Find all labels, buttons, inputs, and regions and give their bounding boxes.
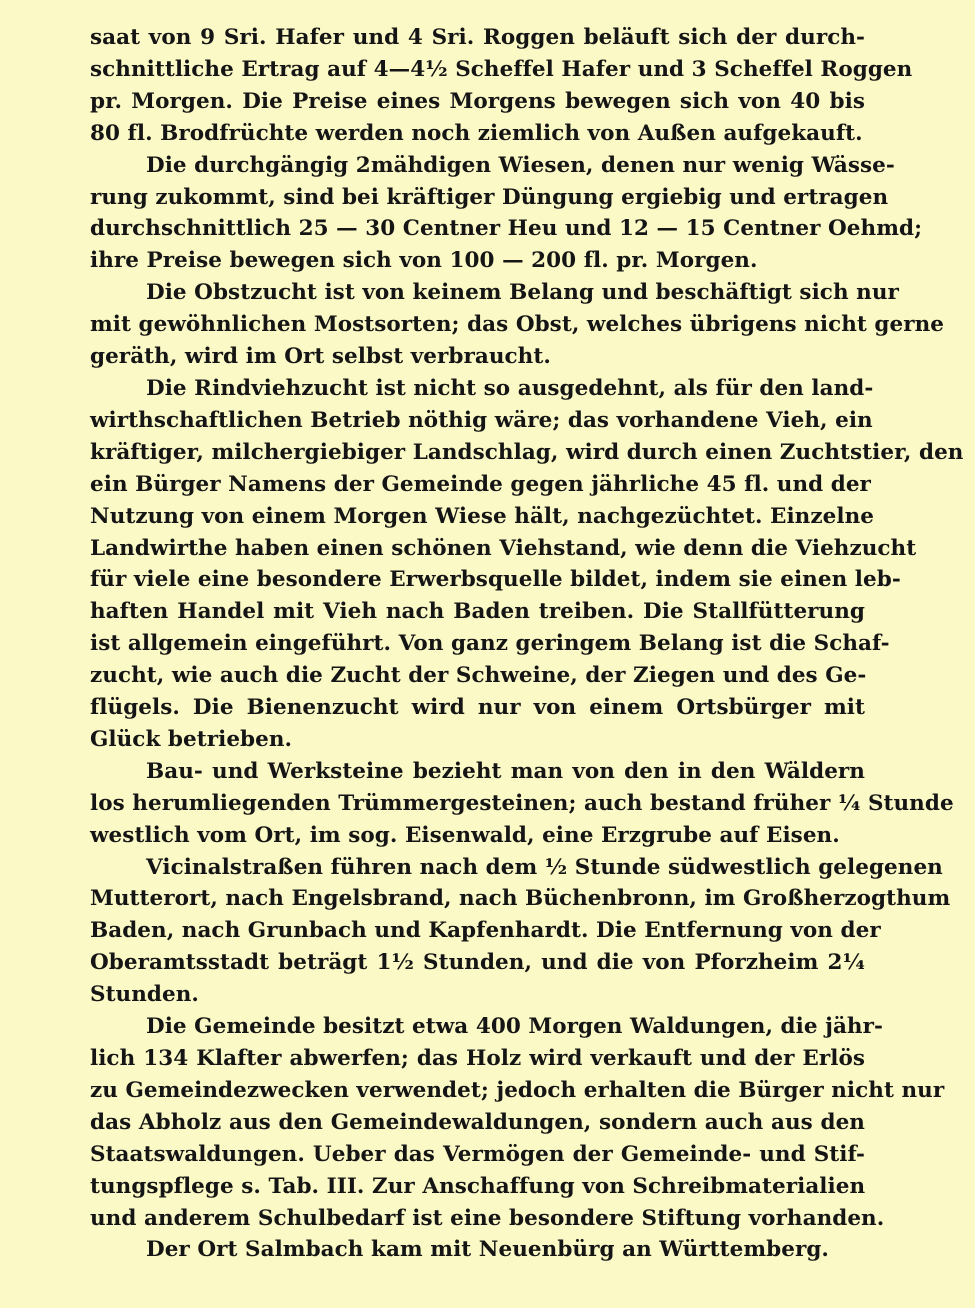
text-line: lich 134 Klafter abwerfen; das Holz wird verkauft und der Erlös bbox=[90, 1046, 865, 1071]
text-line: Nutzung von einem Morgen Wiese hält, nachgezüchtet. Einzelne bbox=[90, 503, 874, 529]
text-line: ihre Preise bewegen sich von 100 — 200 fl. pr. Morgen. bbox=[90, 248, 758, 274]
text-line: los herumliegenden Trümmergesteinen; auch bestand früher ¼ Stunde bbox=[90, 790, 954, 816]
text-line: zucht, wie auch die Zucht der Schweine, der Ziegen und des Ge- bbox=[90, 663, 867, 689]
text-line: westlich vom Ort, im sog. Eisenwald, eine Erzgrube auf Eisen. bbox=[90, 822, 840, 848]
text-line: Landwirthe haben einen schönen Viehstand, wie denn die Viehzucht bbox=[90, 535, 917, 561]
paragraph bbox=[90, 373, 964, 756]
text-line: schnittliche Ertrag auf 4—4½ Scheffel Hafer und 3 Scheffel Roggen bbox=[90, 56, 913, 82]
paragraph bbox=[90, 1234, 865, 1266]
text-line: rung zukommt, sind bei kräftiger Düngung ergiebig und ertragen bbox=[90, 184, 889, 210]
text-line: zu Gemeindezwecken verwendet; jedoch erhalten die Bürger nicht nur bbox=[90, 1077, 945, 1103]
text-line: durchschnittlich 25 — 30 Centner Heu und 12 — 15 Centner Oehmd; bbox=[90, 216, 923, 242]
paragraph bbox=[90, 1011, 945, 1234]
text-line: wirthschaftlichen Betrieb nöthig wäre; das vorhandene Vieh, ein bbox=[90, 407, 873, 433]
paragraph bbox=[90, 852, 951, 1012]
paragraph bbox=[90, 150, 923, 278]
text-line: Staatswaldungen. Ueber das Vermögen der Gemeinde- und Stif- bbox=[90, 1141, 865, 1167]
text-line: haften Handel mit Vieh nach Baden treiben. Die Stallfütterung bbox=[90, 599, 865, 625]
text-line: mit gewöhnlichen Mostsorten; das Obst, welches übrigens nicht gerne bbox=[90, 312, 945, 338]
text-line: für viele eine besondere Erwerbsquelle bildet, indem sie einen leb- bbox=[90, 567, 901, 593]
text-line: Oberamtsstadt beträgt 1½ Stunden, und die von Pforzheim 2¼ bbox=[90, 950, 865, 976]
text-line: und anderem Schulbedarf ist eine besondere Stiftung vorhanden. bbox=[90, 1205, 885, 1231]
text-line: das Abholz aus den Gemeindewaldungen, sondern auch aus den bbox=[90, 1109, 865, 1135]
text-line: Die Gemeinde besitzt etwa 400 Morgen Waldungen, die jähr- bbox=[146, 1014, 883, 1040]
text-line: pr. Morgen. Die Preise eines Morgens bewegen sich von 40 bis bbox=[90, 88, 865, 114]
text-line: Die durchgängig 2mähdigen Wiesen, denen nur wenig Wässe- bbox=[146, 152, 895, 178]
text-line: Stunden. bbox=[90, 982, 199, 1008]
text-line: ist allgemein eingeführt. Von ganz geringem Belang ist die Schaf- bbox=[90, 631, 890, 657]
text-body bbox=[90, 22, 964, 1266]
text-line: 80 fl. Brodfrüchte werden noch ziemlich von Außen aufgekauft. bbox=[90, 120, 863, 146]
text-line: Baden, nach Grunbach und Kapfenhardt. Die Entfernung von der bbox=[90, 918, 881, 944]
text-line: Die Obstzucht ist von keinem Belang und beschäftigt sich nur bbox=[146, 280, 899, 306]
text-line: Vicinalstraßen führen nach dem ½ Stunde südwestlich gelegenen bbox=[146, 854, 943, 880]
text-line: Bau- und Werksteine bezieht man von den in den Wäldern bbox=[146, 758, 865, 784]
text-line: Glück betrieben. bbox=[90, 726, 293, 752]
text-line: Der Ort Salmbach kam mit Neuenbürg an Württemberg. bbox=[146, 1237, 829, 1263]
paragraph bbox=[90, 22, 913, 150]
text-line: ein Bürger Namens der Gemeinde gegen jährliche 45 fl. und der bbox=[90, 471, 871, 497]
text-line: Die Rindviehzucht ist nicht so ausgedehnt, als für den land- bbox=[146, 375, 874, 401]
text-line: flügels. Die Bienenzucht wird nur von einem Ortsbürger mit bbox=[90, 695, 865, 721]
text-line: kräftiger, milchergiebiger Landschlag, wird durch einen Zuchtstier, den bbox=[90, 439, 964, 465]
text-line: saat von 9 Sri. Hafer und 4 Sri. Roggen beläuft sich der durch- bbox=[90, 25, 865, 50]
paragraph bbox=[90, 756, 954, 852]
text-line: geräth, wird im Ort selbst verbraucht. bbox=[90, 344, 551, 370]
text-line: Mutterort, nach Engelsbrand, nach Büchenbronn, im Großherzogthum bbox=[90, 886, 951, 912]
paragraph bbox=[90, 277, 945, 373]
text-line: tungspflege s. Tab. III. Zur Anschaffung von Schreibmaterialien bbox=[90, 1173, 866, 1199]
